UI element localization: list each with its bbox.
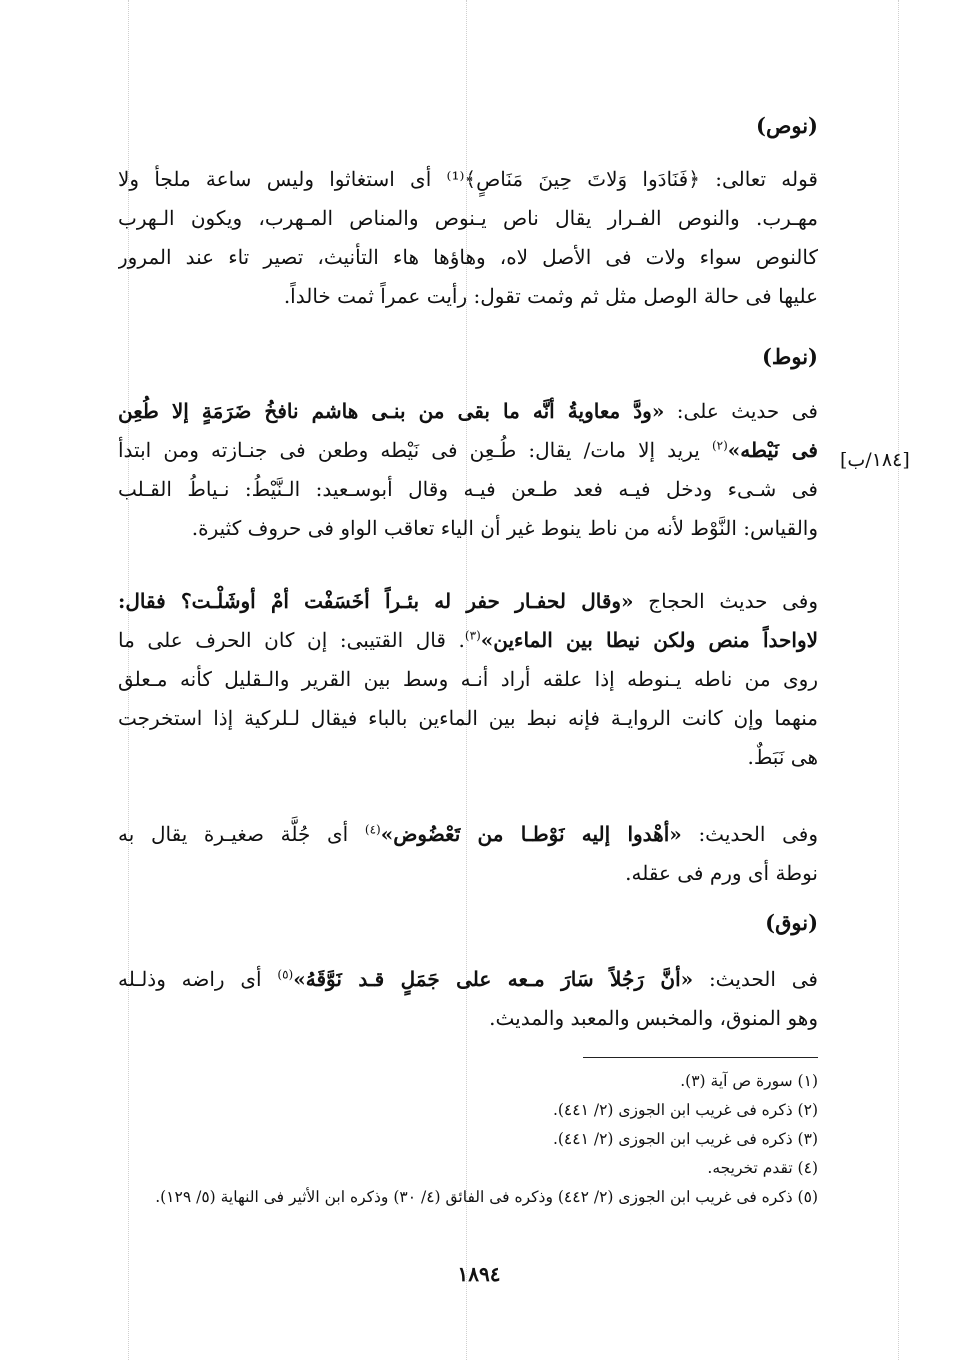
footnote-ref: (٣) [464, 628, 481, 643]
text-run: أى راضه وذلـله [118, 967, 278, 991]
footnote: (٣) ذكره فى غريب ابن الجوزى (٢/ ٤٤١). [552, 1130, 818, 1148]
hadith-quote: «أنَّ رَجُلاً سَارَ مـعه على جَمَلٍ قـد نَوَّقَهُ» [293, 967, 694, 991]
text-line: روى من ناطه يـنوطه إذا علقه أراد أنـه وسط بين القرير والـقليل كأنه مـعلق [118, 667, 818, 691]
text-line: قوله تعالى: ﴿فَنَادَوا وَلاتَ حِينَ مَنَاصٍ﴾⁽¹⁾ أى استغاثوا وليس ساعة ملجأ ولا [118, 167, 818, 191]
text-run: . قال القتيبى: إن كان الحرف على ما [118, 628, 465, 652]
manuscript-folio-marker: [١٨٤/ب] [840, 449, 910, 471]
text-line [118, 815, 818, 854]
footnotes [118, 1067, 818, 1212]
text-line: هى نَبَطٌ. [747, 745, 818, 769]
hadith-quote: «ودَّ معاويةُ أنَّه ما بقى من بنـى هاشم نافخُ ضَرَمَةٍ إلا طُعِن [118, 399, 665, 423]
paragraph-nawq [118, 960, 818, 1038]
entry-heading-nawq: (نوق) [765, 910, 818, 935]
entry-heading-nawt: (نوط) [762, 344, 818, 369]
paragraph-nawt-hajjaj [118, 582, 818, 777]
hadith-quote: «أهْدوا إليه نَوْطـا من تَعْضُوض» [380, 822, 682, 846]
text-line: كالنوص سواء ولات فى الأصل لاه، وهاؤها هاء التأنيث، تصير تاء عند المرور [118, 245, 818, 269]
footnote-separator [583, 1057, 818, 1058]
scan-artifact-line [898, 0, 899, 1360]
text-line: فى شـىء ودخل فيـه فعد طـعن فيـه وقال أبوسـعيد: الـنَّيْطُ: نـياطُ القـلب [118, 477, 818, 501]
text-line [118, 431, 818, 470]
text-line: مهـرب. والنوص الفـرار يقال ناص يـنوص والمناص المـهرب، ويكون الـهرب [118, 206, 818, 230]
footnote-ref: (٢) [711, 438, 728, 453]
text-line: وهو المنوق، والمخبس والمعبد والمديث. [489, 1006, 818, 1030]
text-line: منهما وإن كانت الروايـة فإنه نبط بين الماءين بالباء فيقال لـلركية إذا استخرجت [118, 706, 818, 730]
text-run: فى الحديث: [693, 967, 818, 991]
text-run: أى جُلَّة صغيـرة يقال به [118, 822, 365, 846]
paragraph-nawt-hadith [118, 815, 818, 893]
paragraph-naws [118, 160, 818, 316]
text-line: نوطة أى ورم فى عقله. [625, 861, 818, 885]
footnote: (١) سورة ص آية (٣). [680, 1072, 818, 1090]
text-line: عليها فى حالة الوصل مثل ثم وثمت تقول: رأيت عمراً ثمت خالداً. [283, 284, 818, 308]
footnote: (٥) ذكره فى غريب ابن الجوزى (٢/ ٤٤٢) وذكره فى الفائق (٤/ ٣٠) وذكره ابن الأثير فى النهاية (٥/ ١٢٩). [155, 1188, 818, 1206]
text-run: وفى الحديث: [681, 822, 818, 846]
text-line [118, 621, 818, 660]
text-line [118, 392, 818, 431]
text-line [118, 960, 818, 999]
hadith-quote: فى نَيْطه» [727, 438, 818, 462]
paragraph-nawt-ali [118, 392, 818, 548]
entry-heading-naws: (نوص) [756, 113, 818, 138]
text-run: يريد إلا مات/ يقال: طُـعِن فى نَيْطه وطعن فى جنـازته ومن ابتدأ [118, 438, 712, 462]
text-run: وفى حديث الحجاج [633, 589, 818, 613]
page-number: ١٨٩٤ [457, 1262, 501, 1286]
footnote-ref: (٥) [277, 967, 294, 982]
hadith-quote: «وقال لحفـار حفر له بئـراً أخَسَفْت أمْ أوشَلْـت؟ فقال: [118, 589, 634, 613]
text-line [118, 582, 818, 621]
footnote: (٤) تقدم تخريجه. [707, 1159, 818, 1177]
footnote-ref: (٤) [364, 822, 381, 837]
text-run: فى حديث على: [664, 399, 818, 423]
footnote: (٢) ذكره فى غريب ابن الجوزى (٢/ ٤٤١). [552, 1101, 818, 1119]
text-line: والقياس: النَّوْط لأنه من ناط ينوط غير أن الياء تعاقب الواو فى حروف كثيرة. [191, 516, 818, 540]
hadith-quote: لاواحداً منص ولكن نيطا بين الماءين» [480, 628, 818, 652]
